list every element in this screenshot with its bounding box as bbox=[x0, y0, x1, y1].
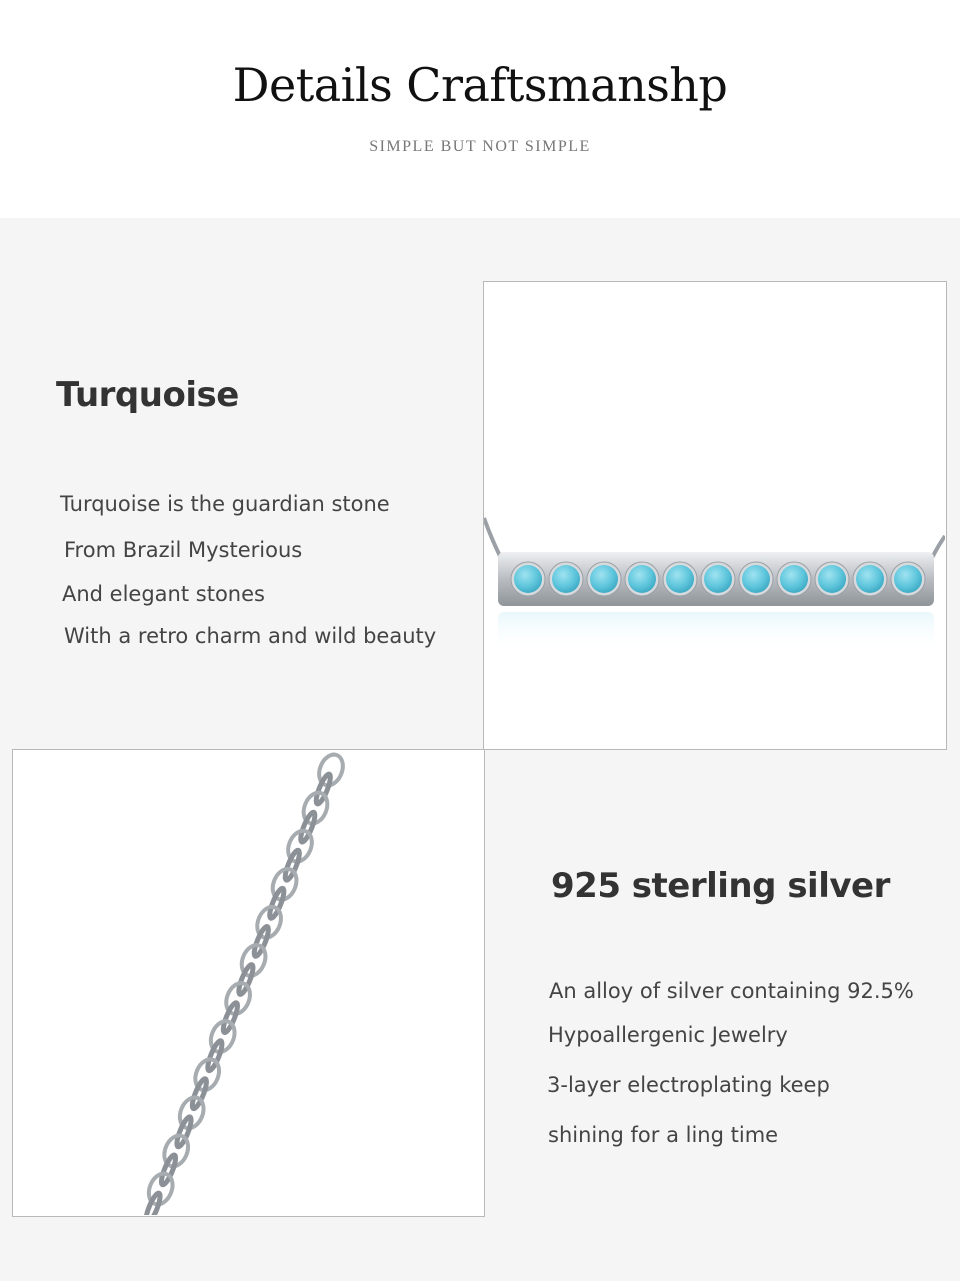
turquoise-line-4: With a retro charm and wild beauty bbox=[64, 624, 437, 648]
turquoise-stone bbox=[704, 565, 732, 593]
chain-link bbox=[236, 963, 255, 996]
turquoise-stone bbox=[552, 565, 580, 593]
chain-link bbox=[252, 925, 271, 958]
silver-line-4: shining for a ling time bbox=[548, 1123, 779, 1147]
turquoise-stone bbox=[818, 565, 846, 593]
silver-chain-illustration bbox=[13, 750, 483, 1215]
turquoise-stones bbox=[511, 562, 925, 596]
right-chain-end bbox=[932, 536, 945, 558]
details-section bbox=[0, 218, 960, 1281]
chain-links bbox=[143, 751, 347, 1215]
turquoise-line-2: From Brazil Mysterious bbox=[64, 538, 303, 562]
turquoise-stone bbox=[894, 565, 922, 593]
chain-link bbox=[205, 1039, 224, 1072]
chain-link bbox=[267, 887, 286, 920]
chain-link bbox=[221, 1001, 240, 1034]
chain-link bbox=[159, 1154, 178, 1187]
turquoise-stone bbox=[856, 565, 884, 593]
page-header bbox=[0, 0, 960, 218]
page-subtitle: SIMPLE BUT NOT SIMPLE bbox=[369, 138, 591, 155]
turquoise-stone bbox=[666, 565, 694, 593]
turquoise-stone bbox=[628, 565, 656, 593]
chain-link bbox=[143, 1192, 162, 1215]
turquoise-stone bbox=[780, 565, 808, 593]
chain-link bbox=[314, 773, 333, 806]
silver-heading: 925 sterling silver bbox=[551, 866, 890, 906]
turquoise-line-3: And elegant stones bbox=[62, 582, 265, 606]
chain-link bbox=[190, 1077, 209, 1110]
silver-line-1: An alloy of silver containing 92.5% bbox=[549, 979, 914, 1003]
turquoise-stone bbox=[742, 565, 770, 593]
turquoise-stone bbox=[590, 565, 618, 593]
silver-line-3: 3-layer electroplating keep bbox=[547, 1073, 830, 1097]
turquoise-heading: Turquoise bbox=[56, 375, 239, 415]
chain-link bbox=[283, 849, 302, 882]
turquoise-bar-necklace-illustration bbox=[484, 282, 945, 748]
turquoise-stone bbox=[514, 565, 542, 593]
chain-image bbox=[12, 749, 485, 1217]
turquoise-bar-image bbox=[483, 281, 947, 750]
bar-reflection bbox=[498, 612, 934, 652]
turquoise-line-1: Turquoise is the guardian stone bbox=[60, 492, 390, 516]
silver-line-2: Hypoallergenic Jewelry bbox=[548, 1023, 788, 1047]
left-chain-end bbox=[484, 518, 500, 556]
chain-link bbox=[298, 811, 317, 844]
chain-link bbox=[174, 1115, 193, 1148]
page-title: Details Craftsmanshp bbox=[232, 58, 728, 112]
